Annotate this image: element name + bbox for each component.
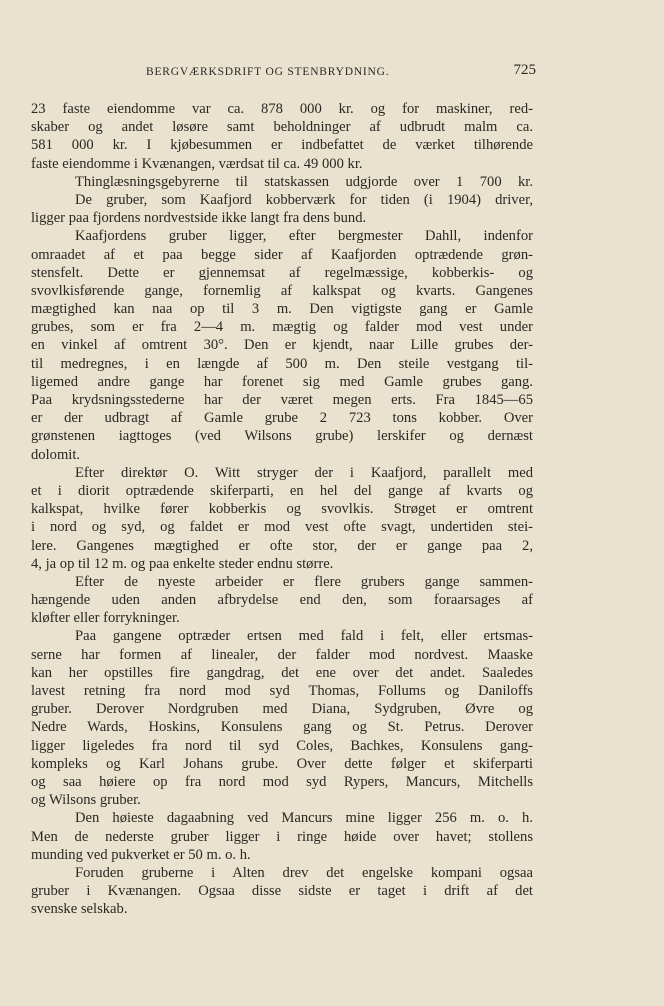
page-header	[146, 62, 536, 82]
text-line: til medregnes, i en længde af 500 m. Den steile vestgang til-	[31, 355, 533, 372]
body-text	[31, 100, 533, 918]
text-line: hængende uden anden afbrydelse end den, som foraarsages af	[31, 592, 533, 609]
text-line: Paa krydsningsstederne har der været megen erts. Fra 1845—65	[31, 392, 533, 408]
text-line: lavest retning fra nord mod syd Thomas, Follums og Daniloffs	[31, 683, 533, 699]
text-line: ligger paa fjordens nordvestside ikke langt fra dens bund.	[31, 210, 367, 227]
text-line: munding ved pukverket er 50 m. o. h.	[31, 846, 251, 863]
text-line: dolomit.	[31, 446, 81, 463]
text-line: skaber og andet løsøre samt beholdninger af udbrudt malm ca.	[31, 119, 533, 136]
text-line: lere. Gangenes mægtighed er ofte stor, der er gange paa 2,	[31, 537, 533, 554]
text-line: svenske selskab.	[31, 901, 128, 918]
text-line: er der udbragt af Gamle grube 2 723 tons kobber. Over	[31, 410, 533, 427]
text-line: stensfelt. Dette er gjennemsat af regelmæssige, kobberkis- og	[31, 264, 533, 281]
text-line: grønstenen iagttoges (ved Wilsons grube) lerskifer og dernæst	[31, 428, 533, 445]
text-line: et i diorit optrædende skiferparti, en hel del gange af kvarts og	[31, 482, 533, 499]
text-line: grubes, som er fra 2—4 m. mægtig og falder mod vest under	[31, 319, 533, 336]
text-line: gruber i Kvænangen. Ogsaa disse sidste er taget i drift af det	[31, 883, 533, 900]
text-line: Nedre Wards, Hoskins, Konsulens gang og St. Petrus. Derover	[31, 719, 533, 736]
text-line: svovlkisførende gange, fornemlig af kalkspat og kvarts. Gangenes	[31, 282, 533, 299]
text-line: Efter direktør O. Witt stryger der i Kaafjord, parallelt med	[75, 464, 533, 481]
text-line: 581 000 kr. I kjøbesummen er indbefattet de værket tilhørende	[31, 137, 533, 154]
text-line: kalkspat, hvilke fører kobberkis og svovlkis. Strøget er omtrent	[31, 501, 533, 518]
text-line: 4, ja op til 12 m. og paa enkelte steder endnu større.	[31, 555, 334, 572]
text-line: en vinkel af omtrent 30°. Den er kjendt, naar Lille grubes der-	[31, 337, 533, 354]
text-line: og Wilsons gruber.	[31, 792, 141, 809]
text-line: faste eiendomme i Kvænangen, værdsat til ca. 49 000 kr.	[31, 155, 363, 172]
text-line: ligemed andre gange har forenet sig med Gamle grubes gang.	[31, 373, 533, 390]
text-line: kan her opstilles fire gangdrag, det ene over det andet. Saaledes	[31, 664, 533, 681]
running-head: BERGVÆRKSDRIFT OG STENBRYDNING.	[146, 66, 390, 78]
text-line: Paa gangene optræder ertsen med fald i felt, eller ertsmas-	[75, 628, 533, 645]
page-number: 725	[513, 62, 536, 78]
text-line: Foruden gruberne i Alten drev det engelske kompani ogsaa	[75, 864, 533, 881]
text-line: Efter de nyeste arbeider er flere grubers gange sammen-	[75, 573, 533, 590]
text-line: ligger ligeledes fra nord til syd Coles, Bachkes, Konsulens gang-	[31, 737, 533, 754]
text-line: omraadet af et paa begge sider af Kaafjorden optrædende grøn-	[31, 246, 533, 263]
text-line: 23 faste eiendomme var ca. 878 000 kr. og for maskiner, red-	[31, 101, 533, 117]
text-line: serne har formen af linealer, der falder mod nordvest. Maaske	[31, 646, 533, 663]
text-line: De gruber, som Kaafjord kobberværk for tiden (i 1904) driver,	[75, 191, 533, 208]
text-line: kløfter eller forrykninger.	[31, 610, 180, 627]
text-line: mægtighed kan naa op til 3 m. Den vigtigste gang er Gamle	[31, 301, 533, 318]
text-line: Thinglæsningsgebyrerne til statskassen udgjorde over 1 700 kr.	[75, 173, 533, 190]
text-line: Kaafjordens gruber ligger, efter bergmester Dahll, indenfor	[75, 228, 533, 245]
text-line: kompleks og Karl Johans grube. Over dette følger et skiferparti	[31, 755, 533, 772]
text-line: i nord og syd, og faldet er mod vest ofte svagt, undertiden stei-	[31, 519, 533, 536]
text-line: gruber. Derover Nordgruben med Diana, Sydgruben, Øvre og	[31, 701, 533, 718]
text-line: Den høieste dagaabning ved Mancurs mine ligger 256 m. o. h.	[75, 810, 533, 827]
text-line: og saa høiere op fra nord mod syd Rypers, Mancurs, Mitchells	[31, 773, 533, 790]
text-line: Men de nederste gruber ligger i ringe høide over havet; stollens	[31, 828, 533, 845]
